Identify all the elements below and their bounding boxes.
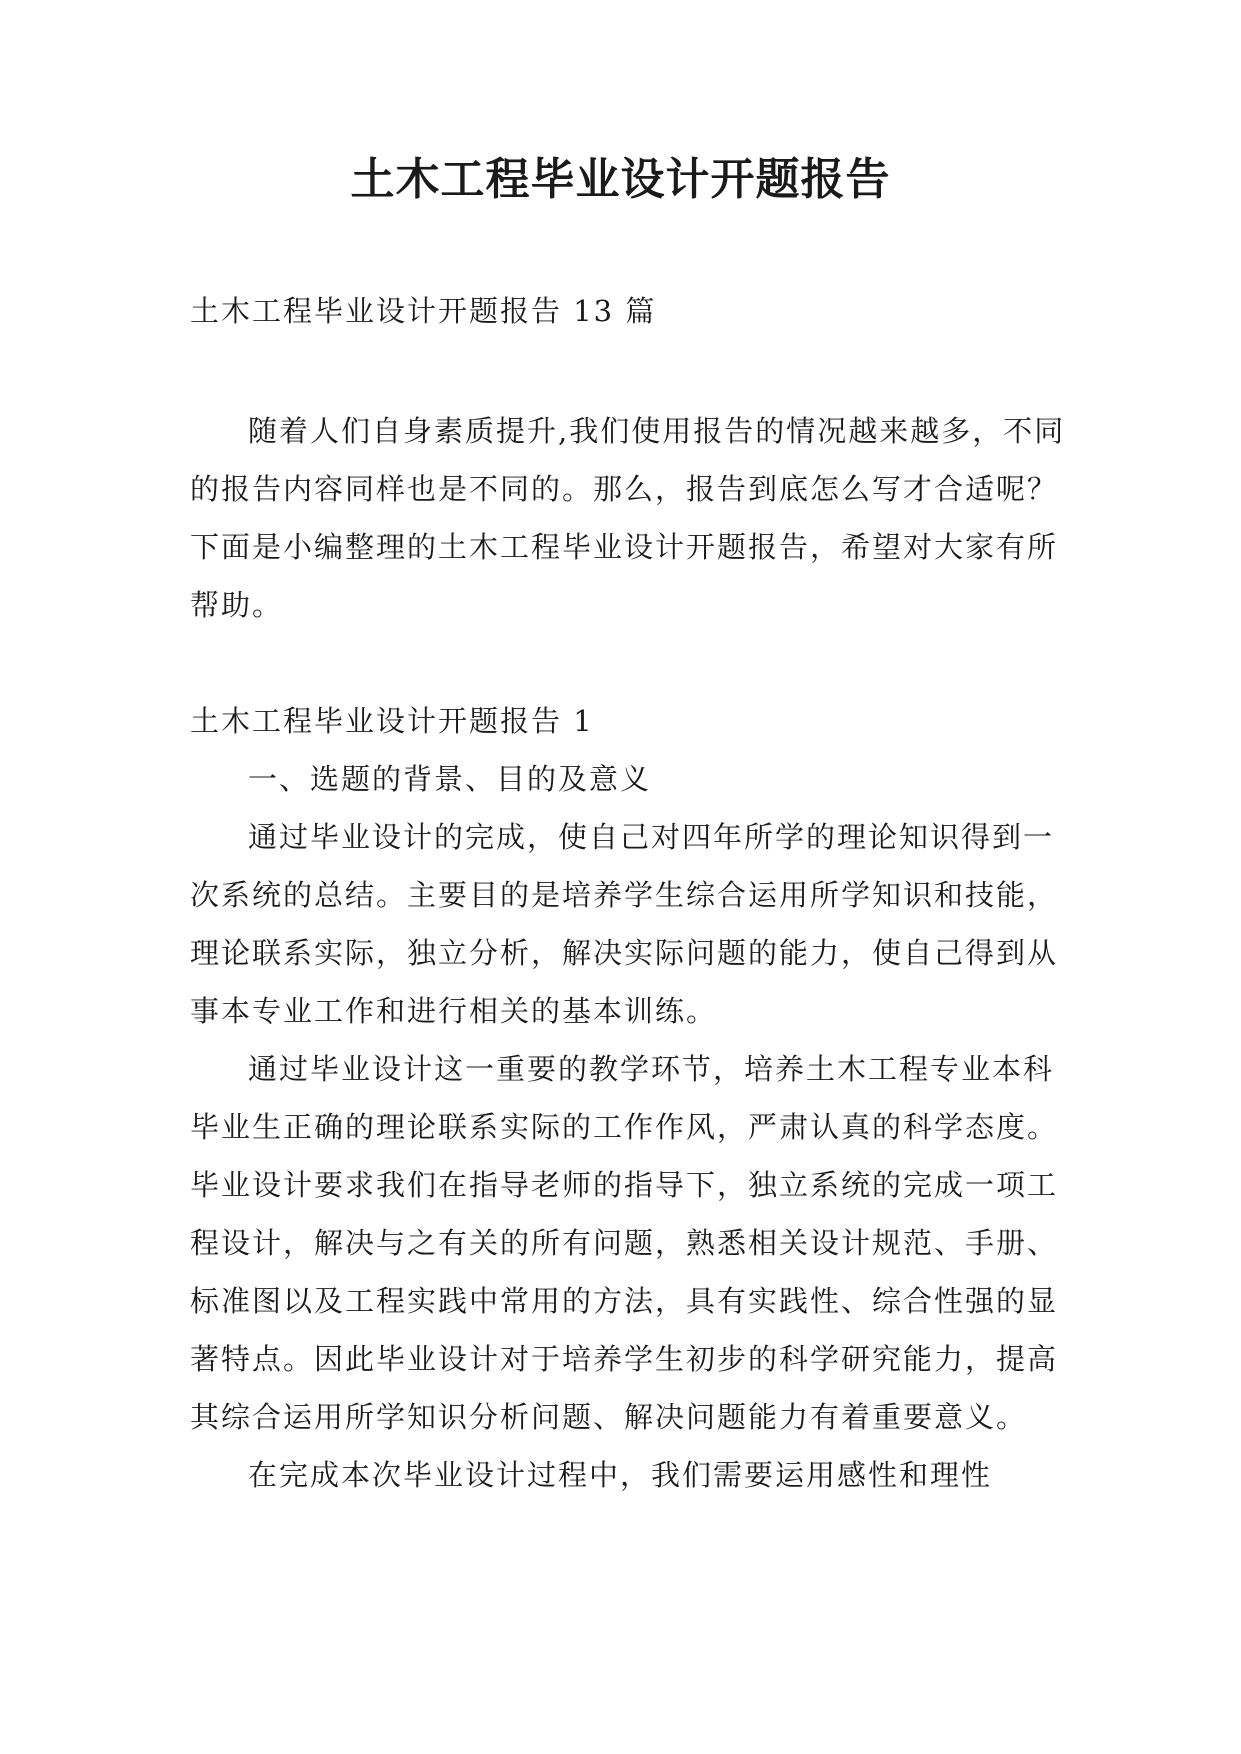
document-body — [190, 282, 1070, 1504]
section-heading: 一、选题的背景、目的及意义 — [248, 762, 652, 796]
section-title: 土木工程毕业设计开题报告 1 — [190, 704, 594, 738]
document-title: 土木工程毕业设计开题报告 — [350, 154, 891, 205]
body-paragraph: 在完成本次毕业设计过程中，我们需要运用感性和理性 — [248, 1458, 993, 1492]
intro-paragraph: 随着人们自身素质提升,我们使用报告的情况越来越多，不同的报告内容同样也是不同的。那么，报告到底怎么写才合适呢？下面是小编整理的土木工程毕业设计开题报告，希望对大家有所帮助。 — [190, 414, 1066, 622]
spacer — [190, 340, 1070, 402]
spacer — [190, 634, 1070, 692]
body-paragraph: 通过毕业设计的完成，使自己对四年所学的理论知识得到一次系统的总结。主要目的是培养学生综合运用所学知识和技能，理论联系实际，独立分析，解决实际问题的能力，使自己得到从事本专业工作和进行相关的基本训练。 — [190, 820, 1059, 1028]
body-paragraph: 通过毕业设计这一重要的教学环节，培养土木工程专业本科毕业生正确的理论联系实际的工作作风，严肃认真的科学态度。毕业设计要求我们在指导老师的指导下，独立系统的完成一项工程设计，解决与之有关的所有问题，熟悉相关设计规范、手册、标准图以及工程实践中常用的方法，具有实践性、综合性强的显著特点。因此毕业设计对于培养学生初步的科学研究能力，提高其综合运用所学知识分析问题、解决问题能力有着重要意义。 — [190, 1052, 1059, 1434]
collection-title: 土木工程毕业设计开题报告 13 篇 — [190, 294, 657, 328]
